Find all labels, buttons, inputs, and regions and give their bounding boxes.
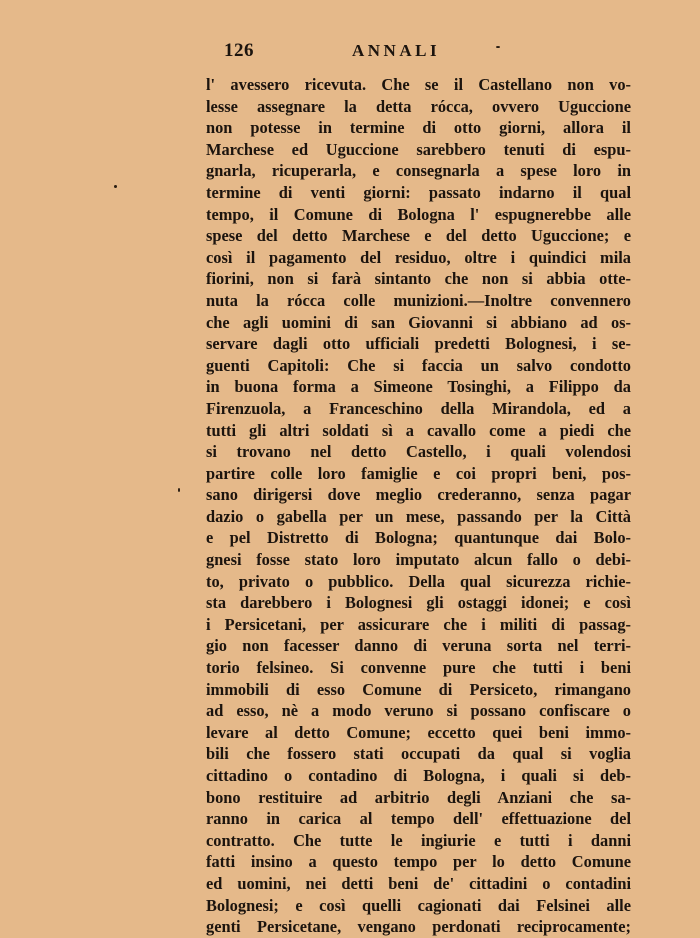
text-line: gnarla, ricuperarla, e consegnarla a spese loro in	[206, 161, 631, 181]
text-line: servare dagli otto ufficiali predetti Bolognesi, i se-	[206, 334, 631, 354]
ink-speck	[114, 185, 117, 188]
text-line: ad esso, nè a modo veruno si possano confiscare o	[206, 701, 631, 721]
text-line: gio non facesser danno di veruna sorta nel terri-	[206, 636, 631, 656]
text-line: fatti insino a questo tempo per lo detto Comune	[206, 852, 631, 872]
text-line: così il pagamento del residuo, oltre i quindici mila	[206, 247, 631, 267]
text-line: Firenzuola, a Franceschino della Mirandola, ed a	[206, 398, 631, 418]
running-head: ANNALI	[352, 41, 441, 60]
text-line: fiorini, non si farà sintanto che non si abbia otte-	[206, 269, 631, 289]
text-line: si trovano nel detto Castello, i quali volendosi	[206, 442, 631, 462]
text-line: tempo, il Comune di Bologna l' espugnerebbe alle	[206, 204, 631, 224]
page-header	[0, 40, 700, 64]
text-line: levare al detto Comune; eccetto quei beni immo-	[206, 722, 631, 742]
text-line: sano dirigersi dove meglio crederanno, senza pagar	[206, 485, 631, 505]
text-line: bili che fossero stati occupati da qual si voglia	[206, 744, 631, 764]
text-line: Marchese ed Uguccione sarebbero tenuti di espu-	[206, 139, 631, 159]
text-line: spese del detto Marchese e del detto Uguccione; e	[206, 226, 631, 246]
text-line: termine di venti giorni: passato indarno il qual	[206, 182, 631, 202]
text-line: torio felsineo. Si convenne pure che tutti i beni	[206, 658, 631, 678]
text-line: genti Persicetane, vengano perdonati reciprocamente;	[206, 917, 631, 937]
text-line: l' avessero ricevuta. Che se il Castellano non vo-	[206, 75, 631, 94]
text-line: tutti gli altri soldati sì a cavallo come a piedi che	[206, 420, 631, 440]
text-line: cittadino o contadino di Bologna, i quali si deb-	[206, 766, 631, 785]
text-line: non potesse in termine di otto giorni, allora il	[206, 118, 631, 138]
text-line: sta darebbero i Bolognesi gli ostaggi idonei; e così	[206, 593, 631, 613]
text-line: ed uomini, nei detti beni de' cittadini o contadini	[206, 873, 631, 893]
text-line: ranno in carica al tempo dell' effettuazione del	[206, 809, 631, 829]
text-line: i Persicetani, per assicurare che i militi di passag-	[206, 614, 631, 634]
ink-speck	[496, 46, 500, 48]
text-line: to, privato o pubblico. Della qual sicurezza richie-	[206, 571, 631, 591]
body-text	[206, 74, 631, 938]
text-line: lesse assegnare la detta rócca, ovvero Uguccione	[206, 96, 631, 116]
text-line: bono restituire ad arbitrio degli Anziani che sa-	[206, 787, 631, 807]
text-line: guenti Capitoli: Che si faccia un salvo condotto	[206, 355, 631, 375]
text-line: dazio o gabella per un mese, passando per la Città	[206, 506, 631, 526]
text-line: in buona forma a Simeone Tosinghi, a Filippo da	[206, 377, 631, 397]
text-line: e pel Distretto di Bologna; quantunque dai Bolo-	[206, 528, 631, 548]
text-line: nuta la rócca colle munizioni.—Inoltre convennero	[206, 290, 631, 310]
text-line: che agli uomini di san Giovanni si abbiano ad os-	[206, 312, 631, 332]
text-line: Bolognesi; e così quelli cagionati dai Felsinei alle	[206, 895, 631, 915]
ink-speck	[178, 488, 180, 492]
text-line: immobili di esso Comune di Persiceto, rimangano	[206, 679, 631, 699]
page-number: 126	[224, 40, 254, 61]
text-line: gnesi fosse stato loro imputato alcun fallo o debi-	[206, 550, 631, 570]
text-line: contratto. Che tutte le ingiurie e tutti i danni	[206, 830, 631, 850]
text-line: partire colle loro famiglie e coi propri beni, pos-	[206, 463, 631, 483]
